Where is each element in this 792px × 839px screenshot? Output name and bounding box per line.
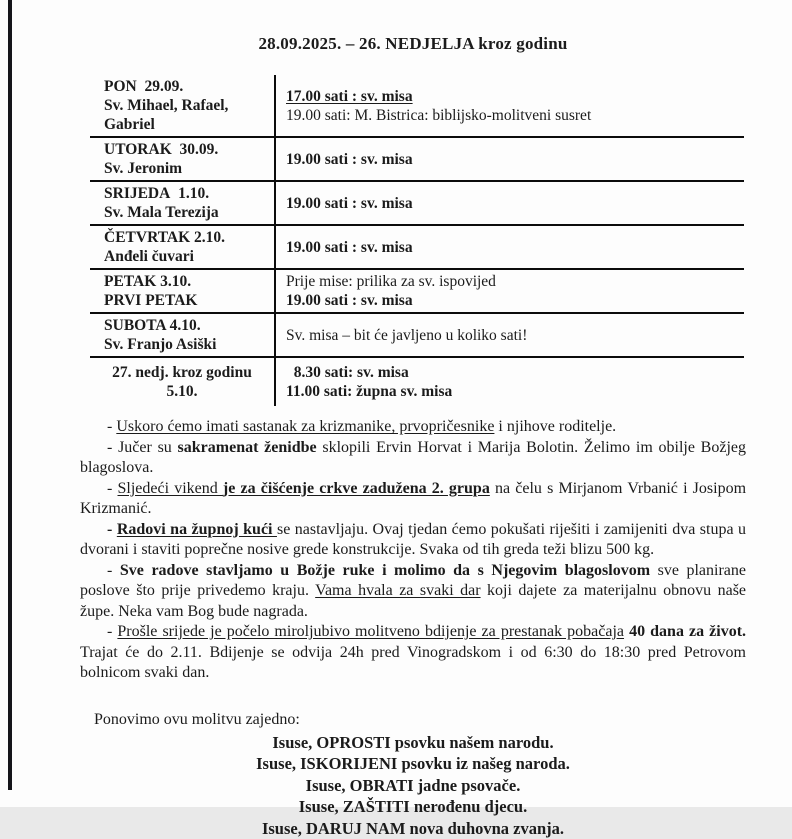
text-segment: Radovi na župnoj kući: [117, 521, 277, 538]
day-cell: [90, 358, 276, 406]
text-segment: je za čišćenje crkve zadužena 2. grupa: [223, 480, 490, 497]
mass-cell: [276, 138, 744, 180]
mass-line: [286, 363, 742, 382]
text-segment: 40 dana za život.: [629, 623, 746, 640]
prayer-line: Isuse, DARUJ NAM nova duhovna zvanja.: [80, 818, 746, 839]
text-segment: -: [107, 521, 117, 538]
day-line: PRVI PETAK: [104, 291, 270, 310]
announcement-paragraph: [80, 438, 746, 479]
announcement-paragraph: [80, 479, 746, 520]
text-segment: Prije mise: prilika za sv. ispovijed: [286, 273, 496, 290]
text-segment: -: [107, 480, 118, 497]
text-segment: Prošle srijede je počelo miroljubivo molitveno bdijenje za prestanak pobačaja: [117, 623, 624, 640]
schedule-row: [90, 75, 744, 138]
mass-cell: [276, 270, 744, 312]
schedule-row: [90, 138, 744, 182]
schedule-row: [90, 226, 744, 270]
text-segment: 19.00 sati : sv. misa: [286, 195, 413, 212]
day-line: PETAK 3.10.: [104, 272, 270, 291]
text-segment: -: [107, 418, 116, 435]
text-segment: Uskoro ćemo imati sastanak za krizmanike, prvopričesnike: [116, 418, 494, 435]
mass-line: [286, 272, 742, 291]
text-segment: Vama hvala za svaki dar: [315, 582, 480, 599]
schedule-row: [90, 358, 744, 406]
day-cell: [90, 75, 276, 136]
day-cell: [90, 270, 276, 312]
mass-line: [286, 106, 742, 125]
bulletin-content: [80, 0, 746, 839]
mass-line: [286, 150, 742, 169]
announcement-paragraph: [80, 561, 746, 623]
text-segment: -: [107, 623, 117, 640]
schedule-row: [90, 314, 744, 358]
day-line: Sv. Jeronim: [104, 159, 270, 178]
prayer-line: Isuse, ZAŠTITI nerođenu djecu.: [80, 796, 746, 818]
day-cell: [90, 314, 276, 356]
day-line: SUBOTA 4.10.: [104, 316, 270, 335]
page-title: 28.09.2025. – 26. NEDJELJA kroz godinu: [80, 34, 746, 54]
day-line: Gabriel: [104, 115, 270, 134]
mass-schedule-table: [90, 75, 744, 406]
day-line: PON 29.09.: [104, 77, 270, 96]
schedule-row: [90, 182, 744, 226]
text-segment: 19.00 sati: M. Bistrica: biblijsko-molitveni susret: [286, 107, 591, 124]
text-segment: sve planirane poslove što prije privedemo kraju.: [80, 562, 746, 600]
text-segment: Sve radove stavljamo u Božje ruke i molimo da s Njegovim blagoslovom: [120, 562, 650, 579]
prayer-intro: Ponovimo ovu molitvu zajedno:: [80, 711, 746, 729]
prayer-line: Isuse, OPROSTI psovku našem narodu.: [80, 732, 746, 754]
mass-cell: [276, 75, 744, 136]
mass-line: [286, 87, 742, 106]
mass-line: [286, 326, 742, 345]
announcement-paragraph: [80, 520, 746, 561]
text-segment: 19.00 sati : sv. misa: [286, 151, 413, 168]
text-segment: Trajat će do 2.11. Bdijenje se odvija 24h pred Vinogradskom i od 6:30 do 18:30 pred Petrovom bolnicom svaki dan.: [80, 644, 746, 682]
prayer-line: Isuse, OBRATI jadne psovače.: [80, 775, 746, 797]
day-cell: [90, 226, 276, 268]
mass-line: [286, 238, 742, 257]
text-segment: 8.30 sati: sv. misa: [286, 364, 409, 381]
mass-line: [286, 291, 742, 310]
mass-cell: [276, 182, 744, 224]
text-segment: 19.00 sati : sv. misa: [286, 292, 413, 309]
mass-cell: [276, 358, 744, 406]
mass-line: [286, 194, 742, 213]
text-segment: -: [107, 562, 120, 579]
text-segment: se nastavljaju. Ovaj tjedan ćemo pokušati riješiti i zamijeniti dva stupa u dvorani i staviti poprečne nosive grede konstrukcije. Svaka od tih greda teži blizu 500 kg.: [80, 521, 746, 559]
day-line: ČETVRTAK 2.10.: [104, 228, 270, 247]
text-segment: 11.00 sati: župna sv. misa: [286, 383, 452, 400]
announcement-paragraph: [80, 417, 746, 438]
text-segment: Sljedeći vikend: [118, 480, 223, 497]
day-cell: [90, 138, 276, 180]
mass-line: [286, 382, 742, 401]
text-segment: sklopili Ervin Horvat i Marija Bolotin. Želimo im obilje Božjeg blagoslova.: [80, 439, 746, 477]
day-line: 27. nedj. kroz godinu: [94, 363, 270, 382]
day-line: Anđeli čuvari: [104, 247, 270, 266]
scan-edge-artifact: [8, 0, 12, 790]
text-segment: 17.00 sati : sv. misa: [286, 88, 413, 105]
text-segment: i njihove roditelje.: [494, 418, 616, 435]
day-line: UTORAK 30.09.: [104, 140, 270, 159]
mass-cell: [276, 226, 744, 268]
day-line: Sv. Mala Terezija: [104, 203, 270, 222]
text-segment: sakramenat ženidbe: [178, 439, 317, 456]
text-segment: koji dajete za materijalnu obnovu naše župe. Neka vam Bog bude nagrada.: [80, 582, 746, 620]
announcements: [80, 417, 746, 684]
text-segment: - Jučer su: [107, 439, 178, 456]
prayer-lines: [80, 732, 746, 839]
day-line: SRIJEDA 1.10.: [104, 184, 270, 203]
day-line: 5.10.: [94, 382, 270, 401]
text-segment: Sv. misa – bit će javljeno u koliko sati!: [286, 327, 527, 344]
day-cell: [90, 182, 276, 224]
announcement-paragraph: [80, 622, 746, 684]
schedule-row: [90, 270, 744, 314]
text-segment: 19.00 sati : sv. misa: [286, 239, 413, 256]
text-segment: na čelu s Mirjanom Vrbanić i Josipom Krizmanić.: [80, 480, 746, 518]
prayer-line: Isuse, ISKORIJENI psovku iz našeg naroda.: [80, 753, 746, 775]
day-line: Sv. Franjo Asiški: [104, 335, 270, 354]
day-line: Sv. Mihael, Rafael,: [104, 96, 270, 115]
mass-cell: [276, 314, 744, 356]
